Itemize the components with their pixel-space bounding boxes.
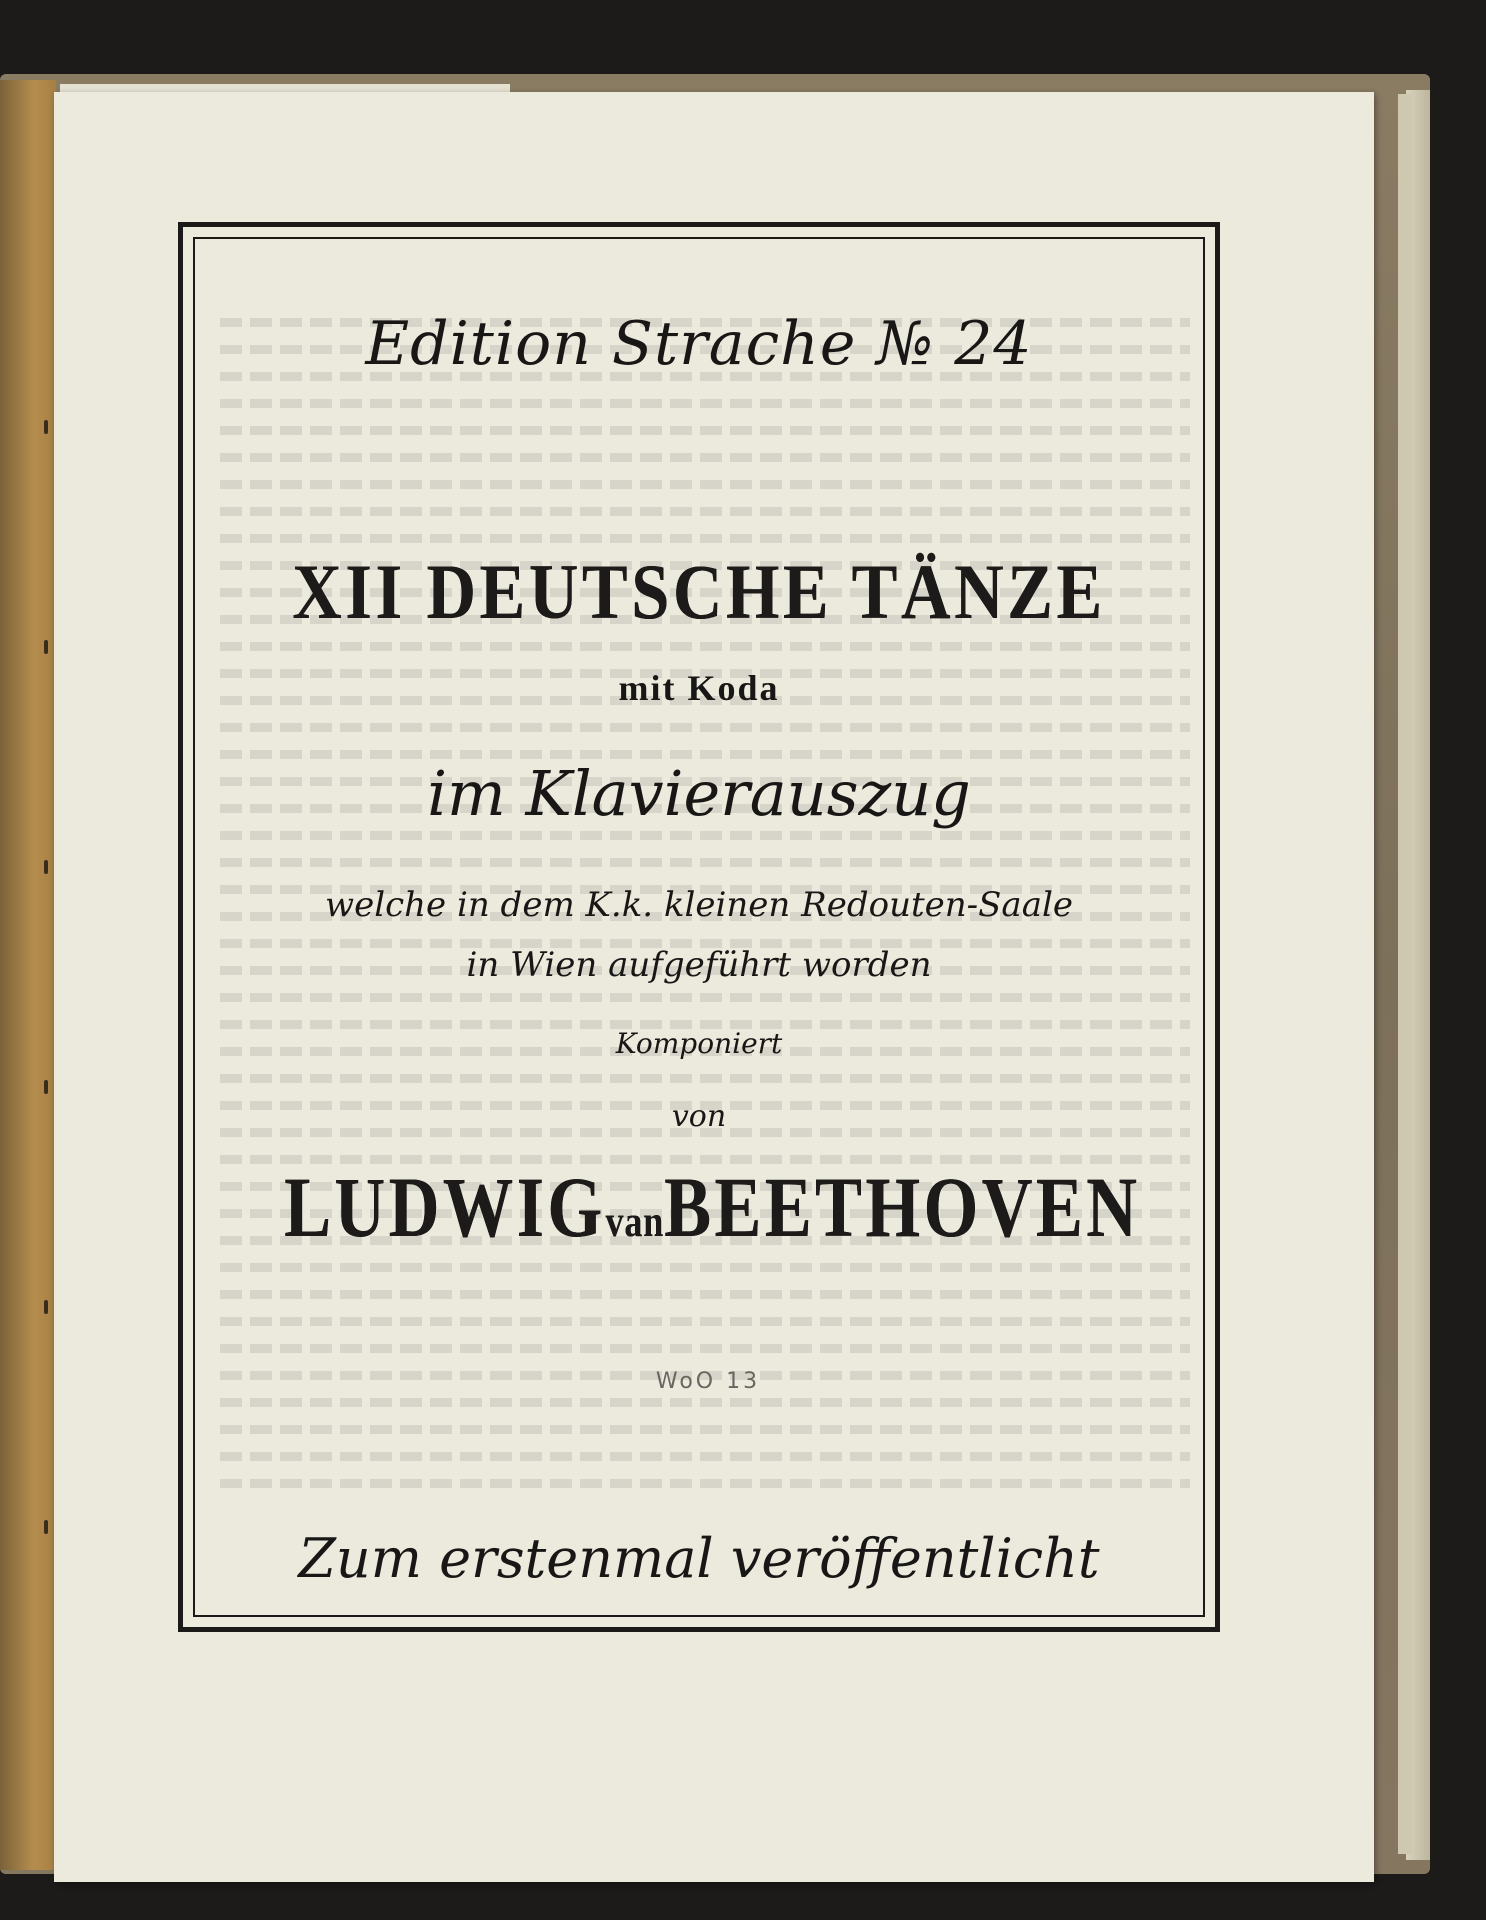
koda-subtitle: mit Koda: [618, 668, 780, 708]
binding-stitch: [44, 860, 48, 874]
composer-first-name: LUDWIG: [284, 1159, 606, 1255]
von-label: von: [671, 1099, 727, 1134]
venue-line-2: in Wien aufgeführt worden: [466, 945, 932, 985]
composer-last-name: BEETHOVEN: [664, 1159, 1141, 1255]
binding-stitch: [44, 1080, 48, 1094]
komponiert-label: Komponiert: [615, 1027, 783, 1060]
work-title: XII DEUTSCHE TÄNZE: [292, 548, 1106, 635]
title-page-content: [193, 237, 1205, 1617]
edition-line: Edition Strache № 24: [365, 309, 1033, 379]
book-spine-left: [0, 80, 56, 1870]
composer-name: [284, 1157, 1141, 1257]
venue-line-1: welche in dem K.k. kleinen Redouten-Saale: [325, 885, 1073, 925]
binding-stitch: [44, 420, 48, 434]
page-stack-edge: [1398, 94, 1412, 1854]
catalogue-note: WoO 13: [655, 1369, 761, 1394]
arrangement-line: im Klavierauszug: [427, 757, 971, 830]
binding-stitch: [44, 1300, 48, 1314]
footer-line: Zum erstenmal veröffentlicht: [298, 1527, 1100, 1590]
composer-particle: van: [605, 1197, 665, 1246]
binding-stitch: [44, 640, 48, 654]
binding-stitch: [44, 1520, 48, 1534]
